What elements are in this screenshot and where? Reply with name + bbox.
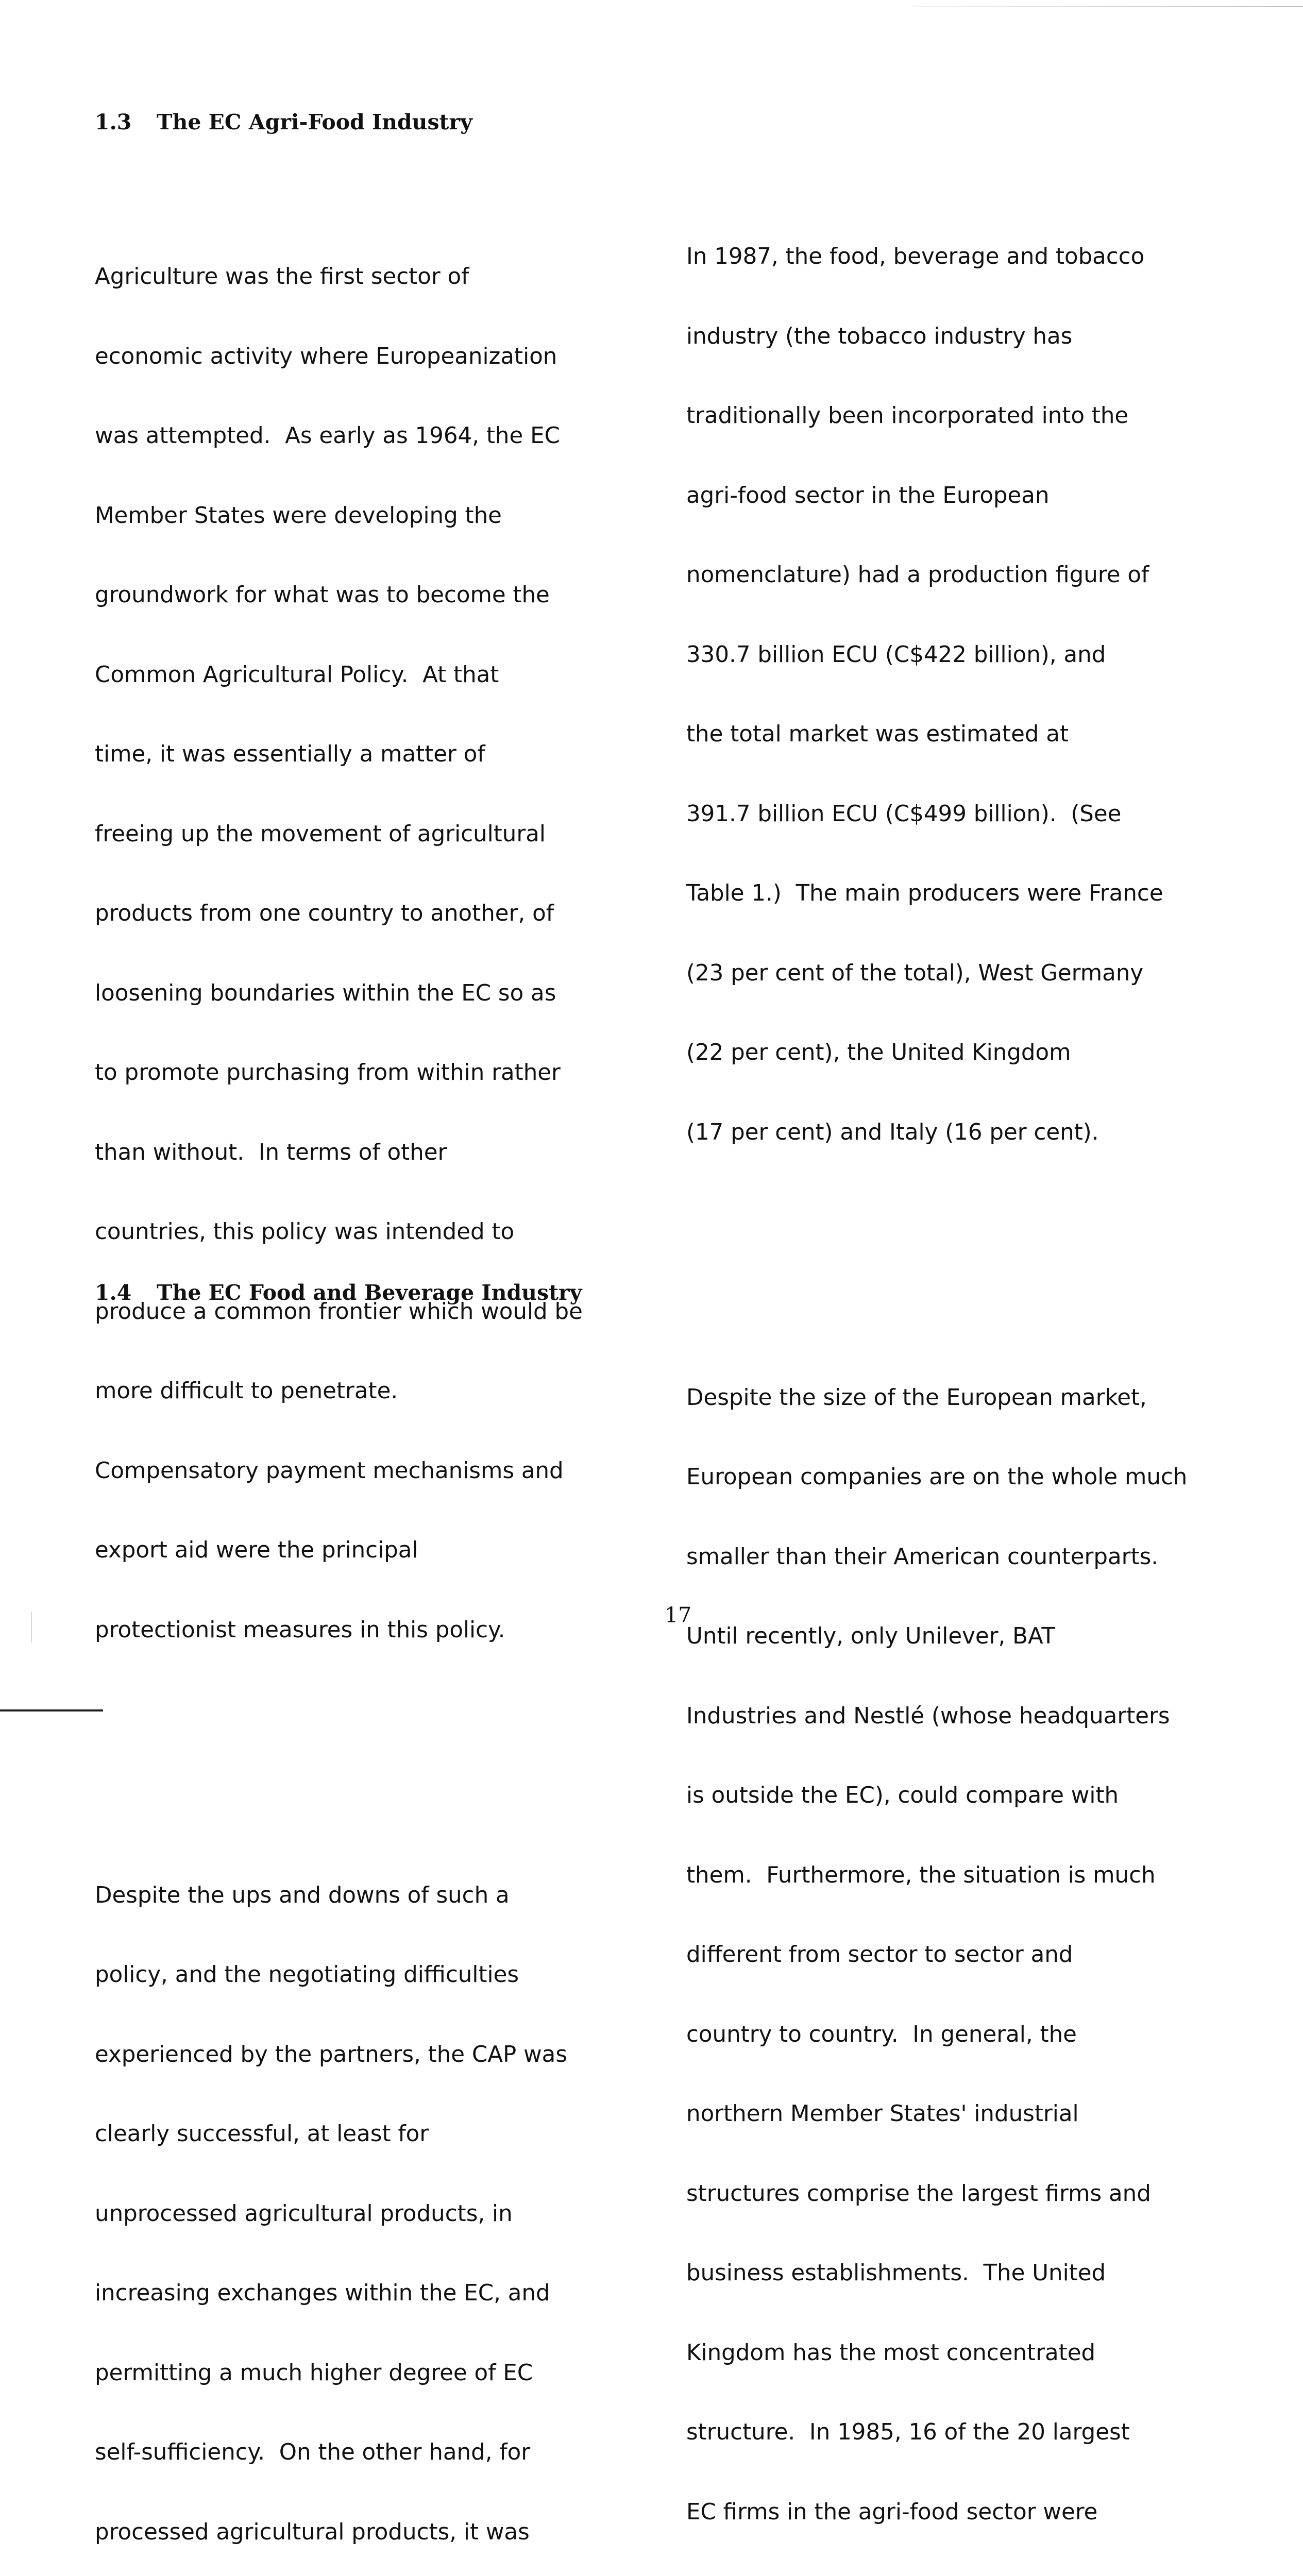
text-line: freeing up the movement of agricultural — [95, 821, 589, 848]
text-line: (23 per cent of the total), West Germany — [686, 960, 1187, 987]
paragraph-gap — [95, 1750, 589, 1776]
text-line: permitting a much higher degree of EC — [95, 2360, 589, 2387]
text-line: Table 1.) The main producers were France — [686, 880, 1187, 907]
text-line: Member States were developing the — [95, 503, 589, 530]
page-number: 17 — [665, 1602, 691, 1629]
text-line: Until recently, only Unilever, BAT — [686, 1623, 1187, 1650]
text-line: smaller than their American counterparts. — [686, 1544, 1187, 1571]
text-line: economic activity where Europeanization — [95, 344, 589, 370]
text-line: self-sufficiency. On the other hand, for — [95, 2439, 589, 2466]
section-number: 1.4 — [95, 1280, 157, 1307]
text-line: EC firms in the agri-food sector were — [686, 2499, 1187, 2526]
text-line: processed agricultural products, it was — [95, 2519, 589, 2546]
text-line: is outside the EC), could compare with — [686, 1783, 1187, 1809]
text-line: agri-food sector in the European — [686, 483, 1187, 510]
text-line: 330.7 billion ECU (C$422 billion), and — [686, 642, 1187, 669]
text-line: countries, this policy was intended to — [95, 1219, 589, 1246]
text-line: increasing exchanges within the EC, and — [95, 2280, 589, 2307]
text-line: Despite the ups and downs of such a — [95, 1883, 589, 1909]
text-line: export aid were the principal — [95, 1537, 589, 1564]
text-line: to promote purchasing from within rather — [95, 1060, 589, 1087]
paragraph-production-figures — [686, 191, 1187, 1199]
text-line: produce a common frontier which would be — [95, 1299, 589, 1326]
text-line: more difficult to penetrate. — [95, 1378, 589, 1405]
text-line: protectionist measures in this policy. — [95, 1617, 589, 1644]
section-number: 1.3 — [95, 109, 157, 136]
text-line: different from sector to sector and — [686, 1942, 1187, 1969]
text-line: In 1987, the food, beverage and tobacco — [686, 244, 1187, 270]
text-line: groundwork for what was to become the — [95, 582, 589, 609]
text-line: Compensatory payment mechanisms and — [95, 1458, 589, 1485]
text-line: business establishments. The United — [686, 2260, 1187, 2287]
text-line: was attempted. As early as 1964, the EC — [95, 423, 589, 450]
section-heading-1-4 — [95, 1280, 582, 1307]
text-line: Agriculture was the first sector of — [95, 264, 589, 291]
text-line: products from one country to another, of — [95, 901, 589, 927]
text-line: structures comprise the largest firms and — [686, 2181, 1187, 2208]
text-line: Despite the size of the European market, — [686, 1385, 1187, 1412]
text-line: 391.7 billion ECU (C$499 billion). (See — [686, 801, 1187, 828]
section-title: The EC Food and Beverage Industry — [157, 1280, 582, 1305]
scan-edge-top — [911, 6, 1303, 7]
section-title: The EC Agri-Food Industry — [157, 110, 472, 134]
text-line: European companies are on the whole much — [686, 1464, 1187, 1491]
text-line: time, it was essentially a matter of — [95, 741, 589, 768]
left-column — [95, 158, 589, 2576]
text-line: Kingdom has the most concentrated — [686, 2340, 1187, 2367]
paragraph-company-size — [686, 1332, 1187, 2576]
text-line: (17 per cent) and Italy (16 per cent). — [686, 1120, 1187, 1146]
text-line: structure. In 1985, 16 of the 20 largest — [686, 2419, 1187, 2446]
text-line: clearly successful, at least for — [95, 2121, 589, 2148]
paragraph-cap-origins — [95, 211, 589, 1697]
text-line: Industries and Nestlé (whose headquarters — [686, 1703, 1187, 1730]
text-line: nomenclature) had a production figure of — [686, 562, 1187, 589]
text-line: them. Furthermore, the situation is much — [686, 1862, 1187, 1889]
text-line: traditionally been incorporated into the — [686, 403, 1187, 430]
paragraph-gap — [686, 1252, 1187, 1279]
text-line: (22 per cent), the United Kingdom — [686, 1040, 1187, 1066]
right-column — [686, 138, 1187, 2576]
text-line: the total market was estimated at — [686, 721, 1187, 748]
text-line: northern Member States' industrial — [686, 2101, 1187, 2128]
text-line: unprocessed agricultural products, in — [95, 2201, 589, 2228]
text-line: experienced by the partners, the CAP was — [95, 2042, 589, 2069]
text-line: policy, and the negotiating difficulties — [95, 1962, 589, 1989]
text-line: than without. In terms of other — [95, 1140, 589, 1166]
scan-edge-bottom — [0, 1709, 103, 1711]
section-heading-1-3 — [95, 109, 472, 136]
paragraph-cap-success — [95, 1829, 589, 2576]
text-line: industry (the tobacco industry has — [686, 324, 1187, 350]
text-line: country to country. In general, the — [686, 2022, 1187, 2048]
text-line: Common Agricultural Policy. At that — [95, 662, 589, 689]
text-line: loosening boundaries within the EC so as — [95, 980, 589, 1007]
scan-artifact — [31, 1612, 32, 1642]
